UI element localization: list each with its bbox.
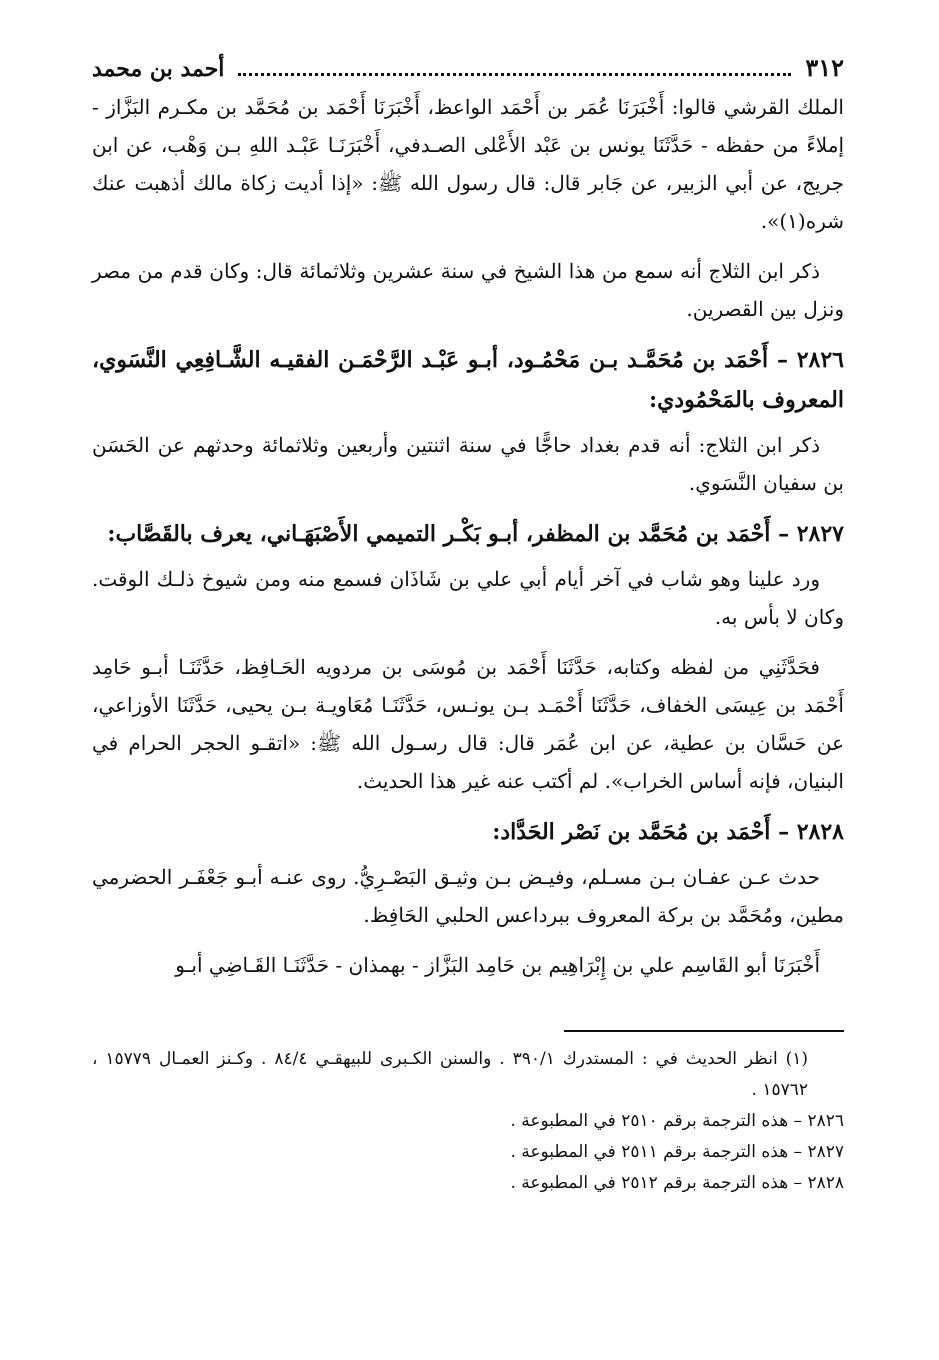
footnote-separator xyxy=(564,1030,844,1032)
footnote-2826: ٢٨٢٦ – هذه الترجمة برقم ٢٥١٠ في المطبوعة . xyxy=(510,1111,844,1131)
footnote-2828: ٢٨٢٨ – هذه الترجمة برقم ٢٥١٢ في المطبوعة . xyxy=(510,1173,844,1193)
paragraph-entry-2827-intro: ورد علينا وهو شاب في آخر أيام أبي علي بن شَاذَان فسمع منه ومن شيوخ ذلـك الوقت. وكان لا بأس به. xyxy=(92,567,844,629)
paragraph-continued-isnad: الملك القرشي قالوا: أَخْبَرَنَا عُمَر بن أَحْمَد الواعظ، أَخْبَرَنَا أَحْمَد بن مُحَمَّد بن مكـرم البَزَّاز - إملاءً من حفظه - حَدَّثَنَا يونس بن عَبْد الأَعْلى الصـدفي، أَخْبَرَنَـا عَبْـد اللهِ بـن وَهْب، عن ابن جريج، عن أبي الزبير، عن جَابر قال: قال رسول الله ﷺ: «إذا أديت زكاة مالك أذهبت عنك شره(١)». xyxy=(92,95,844,233)
running-title: أحمد بن محمد xyxy=(92,56,225,82)
entry-heading-2826: ٢٨٢٦ – أَحْمَد بن مُحَمَّـد بـن مَحْمُـود، أبـو عَبْـد الرَّحْمَـن الفقيـه الشَّـافِعِي النَّسَوي، المعروف بالمَحْمُودي: xyxy=(92,347,844,413)
footnote-1: (١) انظر الحديث في : المستدرك ٣٩٠/١ . والسنن الكـبرى للبيهقـي ٨٤/٤ . وكـنز العمـال ١٥٧٧٩ ، ١٥٧٦٢ . xyxy=(92,1049,808,1100)
paragraph-entry-2828-body: حدث عـن عفـان بـن مسـلم، وفيـض بـن وثيـق البَصْـرِيُّ. روى عنـه أبـو جَعْفَـر الحضرمي مطين، ومُحَمَّد بن بركة المعروف ببرداعس الحلبي الحَافِظ. xyxy=(92,865,844,927)
page-header xyxy=(92,48,844,88)
footnote-2827: ٢٨٢٧ – هذه الترجمة برقم ٢٥١١ في المطبوعة . xyxy=(510,1142,844,1162)
paragraph-entry-2826-body: ذكر ابن الثلاج: أنه قدم بغداد حاجًّا في سنة اثنتين وأربعين وثلاثمائة وحدثهم عن الحَسَن بن سفيان النَّسَوي. xyxy=(92,433,844,495)
footnotes xyxy=(92,1044,844,1199)
paragraph-entry-2827-hadith: فحَدَّثَنِي من لفظه وكتابه، حَدَّثَنَا أَحْمَد بن مُوسَى بن مردويه الحَـافِظ، حَدَّثَنَـا أبـو حَامِد أَحْمَد بن عِيسَى الخفاف، حَدَّثَنَا أَحْمَـد بـن يونـس، حَدَّثَنَـا مُعَاويـة بـن يحيى، حَدَّثَنَا الأوزاعي، عن حَسَّان بن عطية، عن ابن عُمَر قال: قال رسـول الله ﷺ: «اتقـو الحجر الحرام في البنيان، فإنه أساس الخراب». لم أكتب عنه غير هذا الحديث. xyxy=(92,655,844,793)
entry-heading-2827: ٢٨٢٧ – أَحْمَد بن مُحَمَّد بن المظفر، أبـو بَكْـر التميمي الأَصْبَهَـاني، يعرف بالقَصَّاب: xyxy=(107,521,844,547)
header-dotted-leader xyxy=(238,53,791,76)
page-number: ٣١٢ xyxy=(805,53,844,82)
paragraph-entry-2828-isnad: أَخْبَرَنَا أبو القَاسِم علي بن إِبْرَاهِيم بن حَامِد البَزَّاز - بهمذان - حَدَّثَنَـا القَـاضِي أبـو xyxy=(175,953,820,977)
entry-heading-2828: ٢٨٢٨ – أَحْمَد بن مُحَمَّد بن نَصْر الحَدَّاد: xyxy=(492,819,844,845)
paragraph-ibn-thallaj-note: ذكر ابن الثلاج أنه سمع من هذا الشيخ في سنة عشرين وثلاثمائة قال: وكان قدم من مصر ونزل بين القصرين. xyxy=(92,259,844,321)
